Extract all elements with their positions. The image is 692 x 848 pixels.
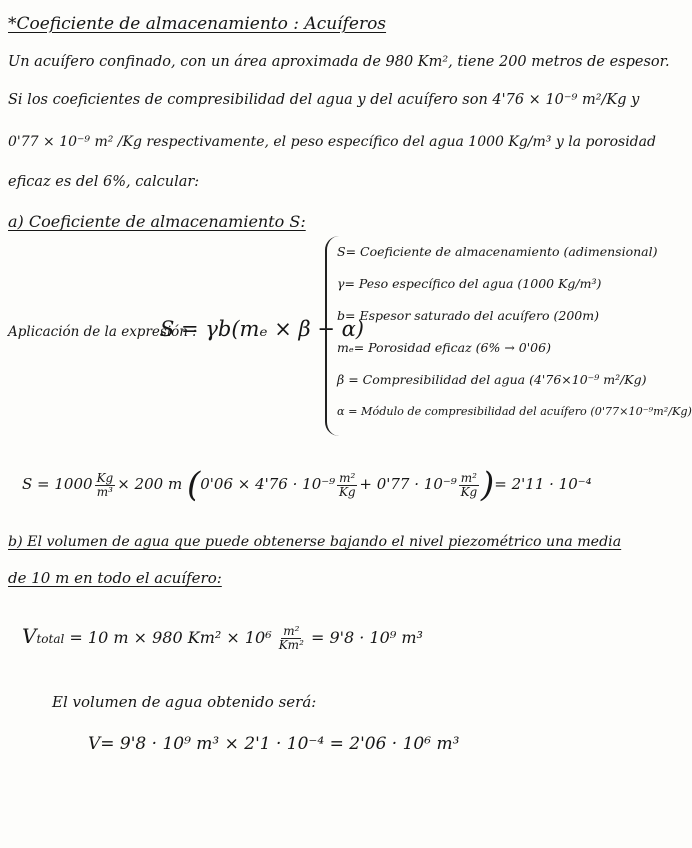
calc-result: = 2'11 · 10⁻⁴: [494, 475, 592, 493]
v-total-equation: [22, 616, 423, 660]
legend-item-alpha: α = Módulo de compresibilidad del acuífero (0'77×10⁻⁹m²/Kg): [337, 405, 692, 418]
problem-line-3: 0'77 × 10⁻⁹ m² /Kg respectivamente, el peso específico del agua 1000 Kg/m³ y la porosidad: [8, 134, 656, 150]
v-final-equation: V= 9'8 · 10⁹ m³ × 2'1 · 10⁻⁴ = 2'06 · 10⁶ m³: [88, 734, 460, 754]
storage-formula: S = γb(mₑ × β + α): [160, 317, 364, 341]
v-total-sub: total: [36, 632, 65, 646]
close-paren: ): [481, 465, 495, 505]
v-total-factors: = 10 m × 980 Km² × 10⁶: [69, 628, 272, 647]
calc-lead: S = 1000: [22, 475, 93, 493]
application-label: Aplicación de la expresión :: [8, 324, 197, 340]
fraction-m2-kg-1: $\frac{\text{m²}}{Kg}$: [338, 470, 356, 499]
problem-line-1: Un acuífero confinado, con un área aproximada de 980 Km², tiene 200 metros de espesor.: [8, 54, 670, 70]
legend-item-gamma: γ= Peso específico del agua (1000 Kg/m³): [337, 276, 602, 291]
variable-legend: [325, 236, 692, 436]
document-title: *Coeficiente de almacenamiento : Acuíferos: [8, 14, 387, 34]
volume-sentence: El volumen de agua obtenido será:: [52, 693, 317, 711]
calc-term-1: 0'06 × 4'76 · 10⁻⁹: [200, 475, 336, 493]
fraction-m2-kg-2: $\frac{\text{m²}}{Kg}$: [460, 470, 478, 499]
legend-item-b: b= Espesor saturado del acuífero (200m): [337, 308, 599, 323]
part-b-heading-line-2: de 10 m en todo el acuífero:: [8, 569, 222, 587]
problem-line-2: Si los coeficientes de compresibilidad del agua y del acuífero son 4'76 × 10⁻⁹ m²/Kg y: [8, 92, 640, 108]
open-paren: (: [186, 465, 201, 505]
calc-thickness: × 200 m: [117, 475, 183, 493]
part-a-heading: a) Coeficiente de almacenamiento S:: [8, 212, 306, 231]
legend-item-s: S= Coeficiente de almacenamiento (adimensional): [337, 244, 658, 259]
legend-item-me: mₑ= Porosidad eficaz (6% → 0'06): [337, 340, 551, 355]
problem-line-4: eficaz es del 6%, calcular:: [8, 174, 200, 190]
fraction-kg-m3: $\frac{Kg}{\text{m³}}$: [96, 470, 114, 499]
part-b-heading-line-1: b) El volumen de agua que puede obtenerse bajando el nivel piezométrico una media: [8, 534, 622, 550]
v-total-lead: V: [22, 624, 37, 648]
v-total-result: = 9'8 · 10⁹ m³: [310, 628, 423, 647]
fraction-m2-km2: $\frac{\text{m²}}{\text{Km²}}$: [278, 624, 304, 652]
calc-term-2: + 0'77 · 10⁻⁹: [359, 475, 457, 493]
s-calculation: [22, 464, 592, 508]
legend-item-beta: β = Compresibilidad del agua (4'76×10⁻⁹ m²/Kg): [337, 372, 647, 387]
